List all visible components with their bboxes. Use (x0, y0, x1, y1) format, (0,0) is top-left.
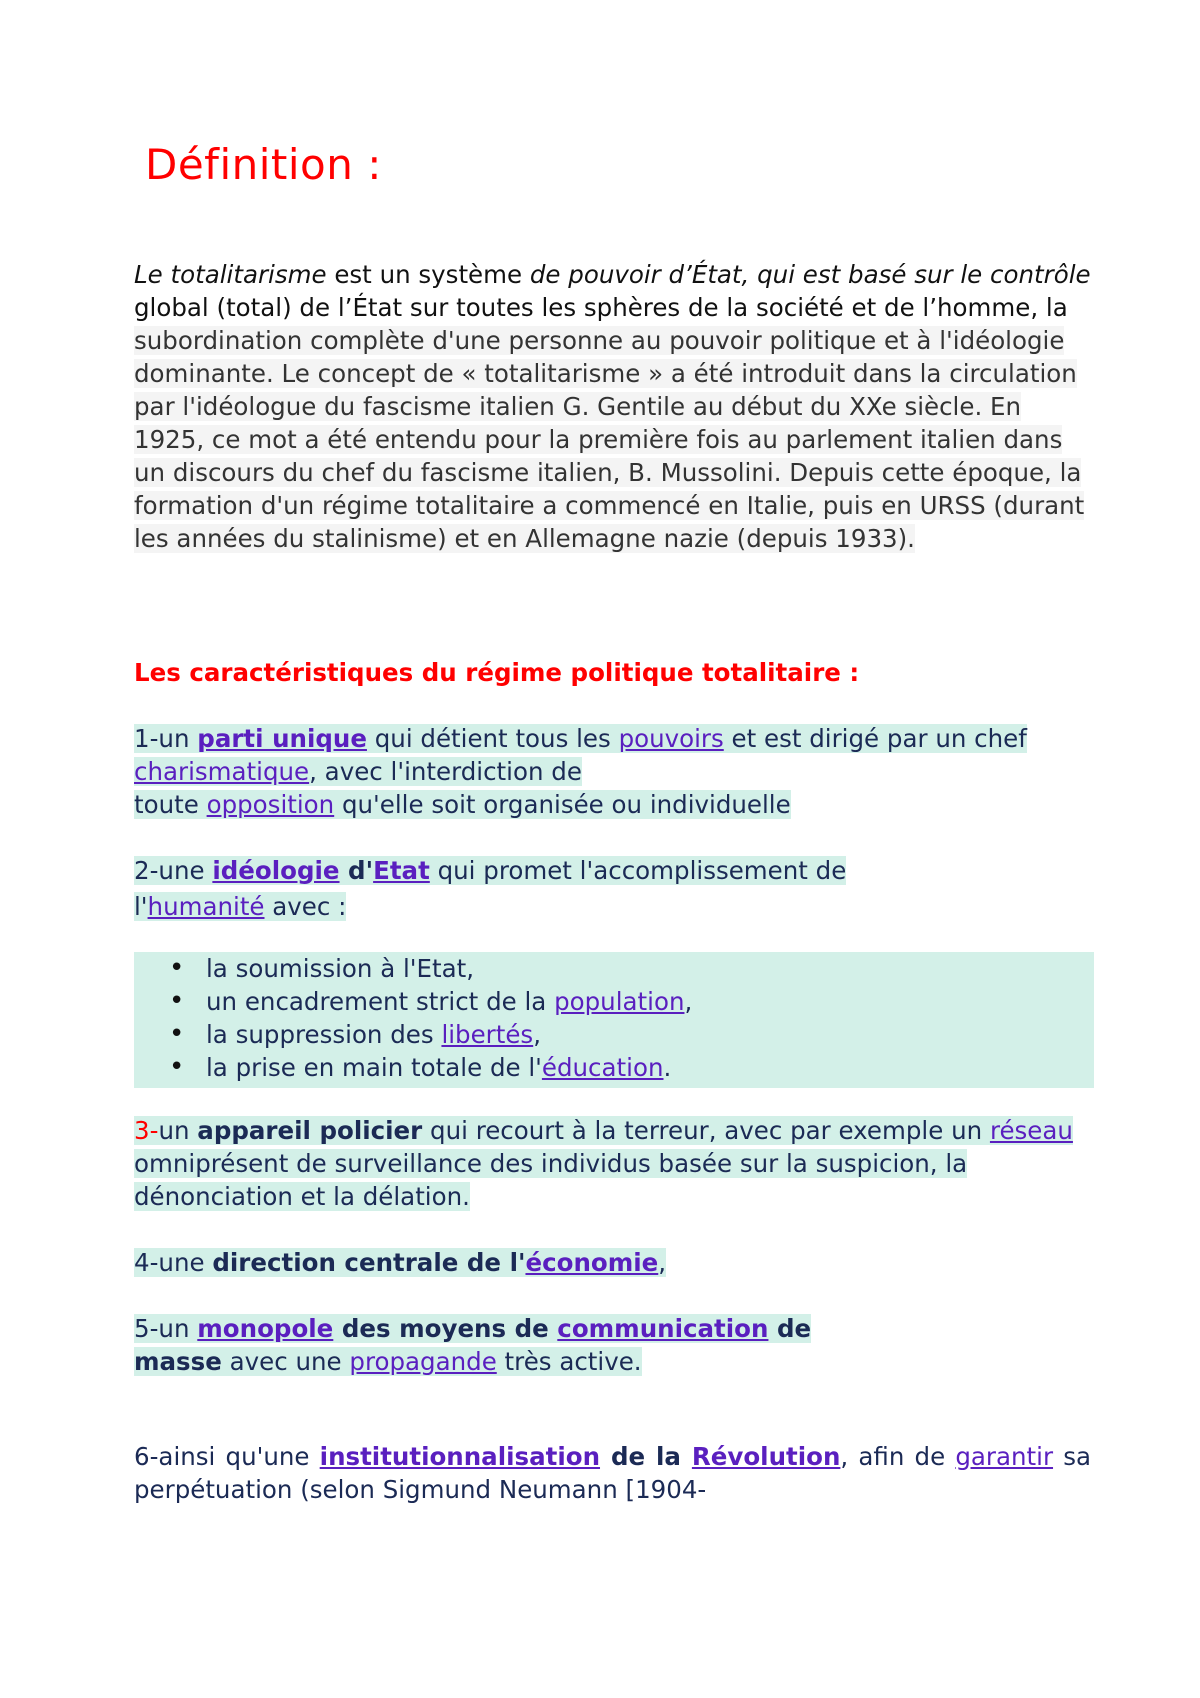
link-pouvoirs[interactable]: pouvoirs (618, 724, 724, 753)
link-institutionnalisation[interactable]: institutionnalisation (319, 1442, 601, 1471)
item-text: avec une (221, 1347, 350, 1376)
bullet-item (206, 952, 1094, 985)
item-text: toute (134, 790, 207, 819)
link-humanite[interactable]: humanité (147, 892, 265, 921)
link-monopole[interactable]: monopole (197, 1314, 334, 1343)
item-keyword: masse (134, 1347, 222, 1376)
list-item (134, 854, 1094, 927)
bullet-item (206, 1051, 1094, 1084)
intro-emphasis: de pouvoir d’État, qui est basé sur le contrôle (529, 260, 1091, 289)
bullet-text: la soumission à l'Etat, (206, 954, 475, 983)
item-number: 2-une (134, 856, 213, 885)
intro-text: global (total) de l’État sur toutes les sphères de la société et de l’homme, la (134, 293, 1068, 322)
item-text: omniprésent de surveillance des individus basée sur la suspicion, la dénonciation et la délation. (134, 1149, 968, 1211)
item-text: , avec l'interdiction de (309, 757, 582, 786)
bullet-text: la suppression des (206, 1020, 442, 1049)
link-education[interactable]: éducation (541, 1053, 664, 1082)
link-etat[interactable]: Etat (373, 856, 430, 885)
link-propagande[interactable]: propagande (349, 1347, 497, 1376)
item-keyword: de (768, 1314, 812, 1343)
bullet-item (206, 1018, 1094, 1051)
item-keyword: appareil policier (197, 1116, 423, 1145)
item-text: qui détient tous les (366, 724, 619, 753)
bullet-text: , (684, 987, 693, 1016)
link-garantir[interactable]: garantir (955, 1442, 1054, 1471)
intro-term: Le totalitarisme (134, 260, 327, 289)
link-ideologie[interactable]: idéologie (212, 856, 340, 885)
link-economie[interactable]: économie (525, 1248, 659, 1277)
list-item (134, 722, 1094, 821)
bullet-text: . (663, 1053, 672, 1082)
item-number: 5-un (134, 1314, 198, 1343)
link-opposition[interactable]: opposition (206, 790, 335, 819)
item-text: qui promet l'accomplissement de (429, 856, 847, 885)
item-text: , (658, 1248, 667, 1277)
link-parti-unique[interactable]: parti unique (197, 724, 367, 753)
bullet-text: la prise en main totale de l' (206, 1053, 542, 1082)
item-text: , afin de (840, 1442, 956, 1471)
bullet-text: un encadrement strict de la (206, 987, 555, 1016)
item-keyword: des moyens de (333, 1314, 558, 1343)
definition-paragraph (134, 258, 1094, 555)
section-heading: Les caractéristiques du régime politique totalitaire : (134, 658, 860, 687)
list-item (134, 1114, 1094, 1213)
item-text: et est dirigé par un chef (723, 724, 1027, 753)
link-reseau[interactable]: réseau (989, 1116, 1073, 1145)
link-revolution[interactable]: Révolution (691, 1442, 841, 1471)
link-population[interactable]: population (554, 987, 685, 1016)
list-item (134, 1312, 1094, 1378)
item-text: qu'elle soit organisée ou individuelle (334, 790, 791, 819)
item-text: avec : (264, 892, 347, 921)
link-libertes[interactable]: libertés (441, 1020, 534, 1049)
list-item (134, 1246, 1094, 1279)
item-number: 6-ainsi qu'une (134, 1442, 320, 1471)
item-text: très active. (496, 1347, 642, 1376)
definition-title: Définition : (145, 140, 382, 189)
item-keyword: direction centrale de l' (212, 1248, 526, 1277)
bullet-text: , (533, 1020, 541, 1049)
bullet-list (134, 952, 1094, 1088)
intro-text: est un système (326, 260, 530, 289)
item-text: qui recourt à la terreur, avec par exemple un (422, 1116, 990, 1145)
list-item (134, 1440, 1091, 1506)
item-number: 1-un (134, 724, 198, 753)
item-text: sa perpétuation (selon Sigmund Neumann [1904- (134, 1442, 1091, 1504)
item-keyword: de la (600, 1442, 692, 1471)
item-text: d' (339, 856, 374, 885)
item-text: l' (134, 892, 148, 921)
bullet-item (206, 985, 1094, 1018)
link-charismatique[interactable]: charismatique (134, 757, 310, 786)
item-text: un (158, 1116, 198, 1145)
intro-highlighted-text: subordination complète d'une personne au pouvoir politique et à l'idéologie dominante. Le concept de « totalitarisme » a été introduit dans la circulation par l'idéologue du fascisme italien G. Gentile au début du XXe siècle. En 1925, ce mot a été entendu pour la première fois au parlement italien dans un discours du chef du fascisme italien, B. Mussolini. Depuis cette époque, la formation d'un régime totalitaire a commencé en Italie, puis en URSS (durant les années du stalinisme) et en Allemagne nazie (depuis 1933). (134, 326, 1085, 553)
item-number: 4-une (134, 1248, 213, 1277)
item-number: 3- (134, 1116, 159, 1145)
link-communication[interactable]: communication (557, 1314, 769, 1343)
